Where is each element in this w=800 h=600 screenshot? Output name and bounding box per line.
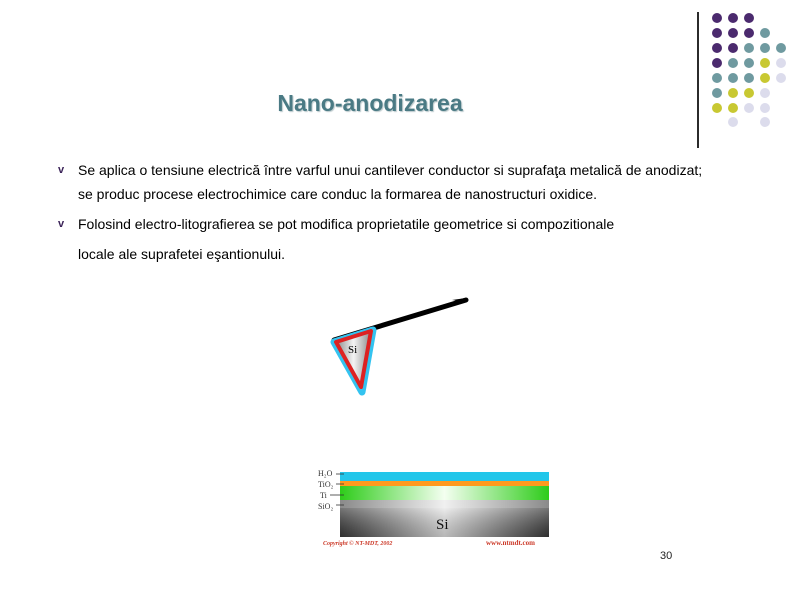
afm-tip	[334, 330, 373, 392]
page-number: 30	[660, 550, 673, 562]
ti-layer	[340, 486, 549, 500]
bullet-marker: v	[58, 218, 65, 230]
layer-label: SiO₂	[318, 502, 334, 511]
layer-label: H₂O	[318, 469, 333, 478]
layer-label: Ti	[320, 491, 327, 500]
bullet-text: Se aplica o tensiune electrică între varful unui cantilever conductor si suprafaţa metalică de anodizat; se produc procese electrochimice care conduc la formarea de nanostructuri oxidice.	[78, 162, 703, 202]
substrate-label: Si	[436, 517, 449, 533]
figure-copyright: Copyright © NT-MDT, 2002	[323, 541, 393, 547]
tio2-layer	[340, 481, 549, 486]
layer-label: TiO₂	[318, 480, 334, 489]
tip-label: Si	[348, 344, 358, 356]
water-layer	[340, 472, 549, 481]
figure-url: www.ntmdt.com	[486, 539, 535, 547]
sio2-layer	[340, 500, 549, 508]
bullet-marker: v	[58, 164, 65, 176]
bullet-text-line1: Folosind electro-litografierea se pot modifica proprietatile geometrice si compozitionale	[78, 216, 615, 232]
layer-stack	[340, 472, 549, 537]
bullet-text-line2: locale ale suprafetei eşantionului.	[78, 246, 286, 262]
slide-title: Nano-anodizarea	[277, 90, 463, 116]
